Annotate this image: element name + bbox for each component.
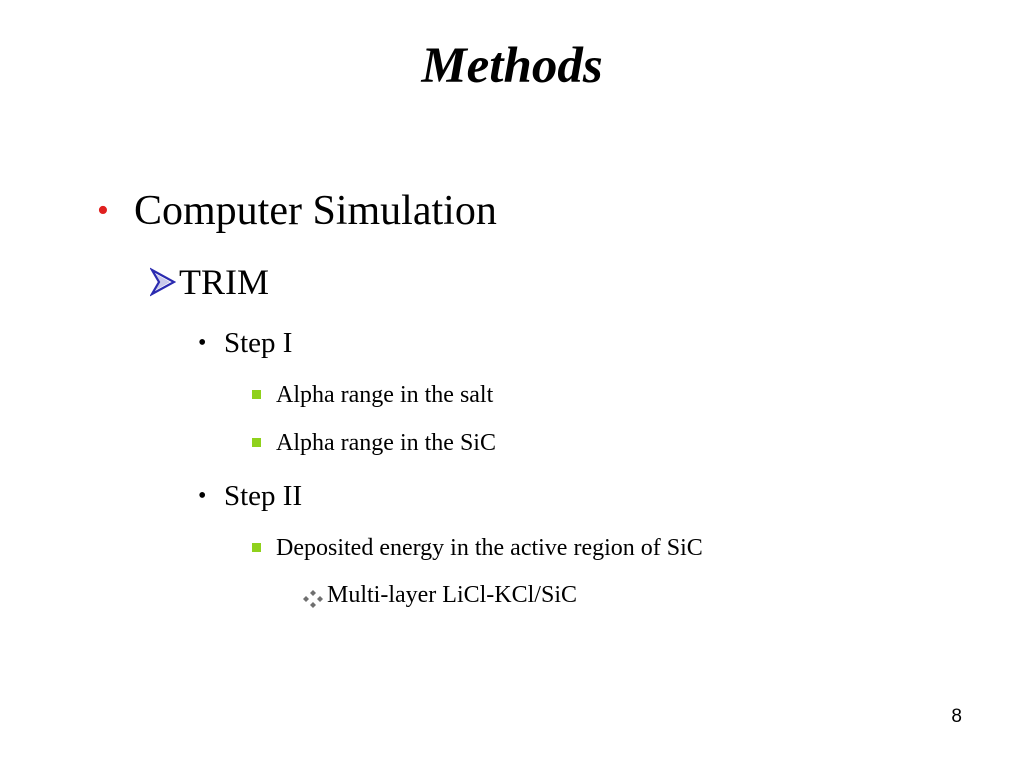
bullet-alpha-range-salt xyxy=(250,380,493,410)
bullet-text: Multi-layer LiCl-KCl/SiC xyxy=(327,582,577,608)
round-bullet-icon: • xyxy=(97,192,109,229)
bullet-alpha-range-sic xyxy=(250,428,496,458)
round-bullet-icon: • xyxy=(198,483,207,509)
bullet-step-2 xyxy=(198,478,302,514)
round-bullet-icon: • xyxy=(198,330,207,356)
diamond-cluster-bullet-icon xyxy=(302,586,324,604)
square-bullet-icon xyxy=(252,543,261,552)
bullet-text: Deposited energy in the active region of SiC xyxy=(276,535,703,561)
bullet-step-1 xyxy=(198,325,292,361)
square-bullet-icon xyxy=(252,390,261,399)
bullet-text: Step II xyxy=(224,480,303,512)
bullet-trim xyxy=(150,260,269,304)
square-bullet-icon xyxy=(252,438,261,447)
bullet-deposited-energy xyxy=(250,533,703,563)
bullet-text: Alpha range in the salt xyxy=(276,382,494,408)
bullet-text: TRIM xyxy=(179,262,269,302)
page-number: 8 xyxy=(951,706,962,727)
bullet-multi-layer xyxy=(302,580,577,610)
bullet-computer-simulation xyxy=(97,186,497,236)
arrowhead-bullet-icon xyxy=(150,264,176,300)
bullet-text: Step I xyxy=(224,327,293,359)
bullet-text: Computer Simulation xyxy=(134,188,497,234)
slide-title: Methods xyxy=(421,38,603,94)
bullet-text: Alpha range in the SiC xyxy=(276,430,496,456)
